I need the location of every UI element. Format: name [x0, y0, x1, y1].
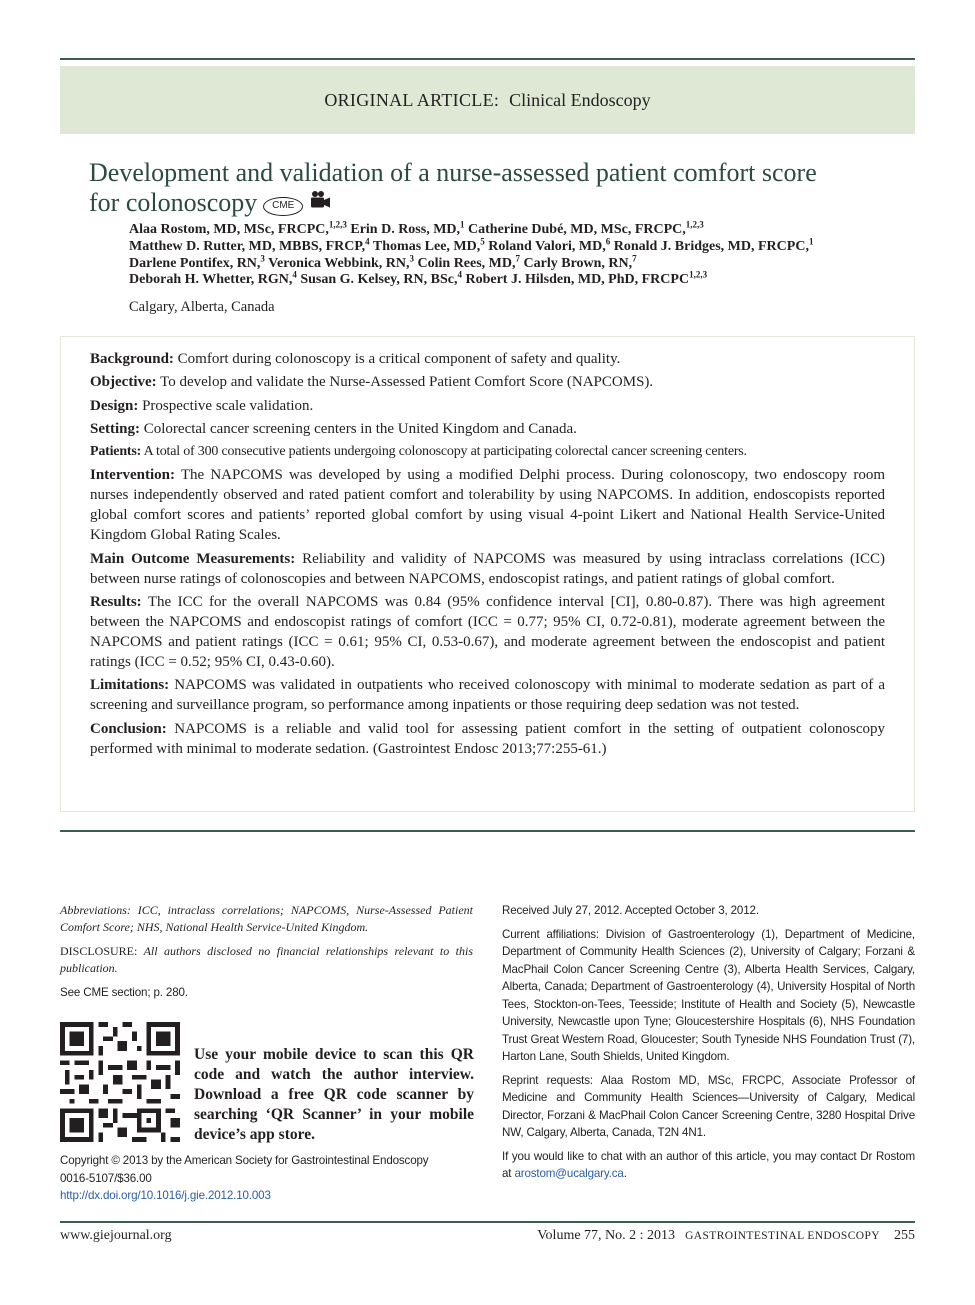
author-12: Deborah H. Whetter, RGN,$^4$ — [129, 269, 297, 288]
author-4: Matthew D. Rutter, MD, MBBS, FRCP,$^4$ — [129, 236, 370, 254]
top-rule — [60, 58, 915, 60]
author-7: Ronald J. Bridges, MD, FRCPC,$^1$ — [613, 236, 814, 254]
reprint-requests: Reprint requests: Alaa Rostom MD, MSc, FRCPC, Associate Professor of Medicine and Community Health Sciences—University of Calgary, Medical Director, Forzani & MacPhail Colon Cancer Screening Centre, 3280 Hospital Drive NW, Calgary, Alberta, Canada, T2N 4N1. — [502, 1073, 915, 1139]
author-13: Susan G. Kelsey, RN, BSc,$^4$ — [300, 269, 462, 288]
abbreviations-note: Abbreviations: ICC, intraclass correlations; NAPCOMS, Nurse-Assessed Patient Comfort Score; NHS, National Health Service-United Kingdom. — [60, 903, 473, 934]
article-title — [89, 158, 915, 217]
author-11: Carly Brown, RN,$^7$ — [523, 252, 637, 271]
subsection-label: Clinical Endoscopy — [509, 89, 651, 110]
qr-instructions: Use your mobile device to scan this QR code and watch the author interview. Download a free QR code scanner by searching ‘QR Scanner’ in your mobile device’s app store. — [194, 1046, 474, 1143]
cme-badge[interactable]: CME — [263, 197, 303, 216]
footer-rule — [60, 1221, 915, 1223]
abstract-main-outcome: Main Outcome Measurements: Reliability and validity of NAPCOMS was measured by using intraclass correlations (ICC) between nurse ratings of colonoscopies and between NAPCOMS, endoscopist ratings, and patient ratings of global comfort. — [90, 550, 885, 587]
abstract-results: Results: The ICC for the overall NAPCOMS was 0.84 (95% confidence interval [CI], 0.80-0.87). There was high agreement between the NAPCOMS and endoscopist ratings of comfort (ICC = 0.77; 95% CI, 0.72-0.81), moderate agreement between the NAPCOMS and patient ratings (ICC = 0.61; 95% CI, 0.53-0.67), and moderate agreement between the endoscopist and patient ratings (ICC = 0.52; 95% CI, 0.43-0.60). — [90, 594, 885, 671]
copyright-block — [60, 1152, 473, 1205]
doi-link[interactable]: http://dx.doi.org/10.1016/j.gie.2012.10.003 — [60, 1189, 271, 1202]
disclosure-note: DISCLOSURE: All authors disclosed no financial relationships relevant to this publication. — [60, 944, 473, 975]
author-location: Calgary, Alberta, Canada — [129, 299, 275, 315]
author-line — [129, 252, 915, 273]
author-line — [129, 219, 915, 239]
abstract-design: Design: Prospective scale validation. — [90, 397, 314, 414]
volume-info: Volume 77, No. 2 : 2013 — [537, 1228, 676, 1243]
abstract-box — [60, 336, 915, 812]
left-footnotes — [60, 902, 473, 1002]
author-14: Robert J. Hilsden, MD, PhD, FRCPC$^{1,2,3}$ — [465, 269, 708, 288]
abstract-patients: Patients: A total of 300 consecutive patients undergoing colonoscopy at participating colorectal cancer screening centers. — [90, 444, 747, 460]
journal-website[interactable]: www.giejournal.org — [60, 1228, 172, 1243]
title-line-2 — [89, 187, 915, 217]
abstract-setting: Setting: Colorectal cancer screening centers in the United Kingdom and Canada. — [90, 420, 577, 437]
author-line — [129, 236, 915, 256]
cme-reference: See CME section; p. 280. — [60, 986, 188, 999]
abstract-background: Background: Comfort during colonoscopy is a critical component of safety and quality. — [90, 351, 621, 367]
received-date: Received July 27, 2012. Accepted October 3, 2012. — [502, 904, 759, 917]
abstract-conclusion: Conclusion: NAPCOMS is a reliable and valid tool for assessing patient comfort in the setting of outpatient colonoscopy performed with minimal to moderate sedation. (Gastrointest Endosc 2013;77:255-61.) — [90, 720, 886, 757]
journal-name: GASTROINTESTINAL ENDOSCOPY — [685, 1230, 880, 1242]
current-affiliations: Current affiliations: Division of Gastroenterology (1), Department of Medicine, Department of Community Health Sciences (2), University of Calgary; Forzani & MacPhail Colon Cancer Screening Centre (3), Alberta Health Services, Calgary, Alberta, Canada; Department of Gastroenterology (4), University Hospital of North Tees, Stockton-on-Tees, Teesside; Institute of Health and Society (5), Newcastle University, Newcastle upon Tyne; Gloucestershire Hospitals (6), NHS Foundation Trust Great Western Road, Gloucester; South Tyneside NHS Foundation Trust (7), Harton Lane, South Shields, United Kingdom. — [502, 927, 915, 1063]
author-8: Darlene Pontifex, RN,$^3$ — [129, 252, 265, 271]
qr-code[interactable] — [60, 1022, 180, 1142]
author-6: Roland Valori, MD,$^6$ — [488, 236, 611, 254]
author-list — [129, 219, 915, 289]
price-line: 0016-5107/$36.00 — [60, 1171, 152, 1185]
chat-contact: If you would like to chat with an author of this article, you may contact Dr Rostom at arostom@ucalgary.ca. — [502, 1149, 915, 1180]
author-3: Catherine Dubé, MD, MSc, FRCPC,$^{1,2,3}$ — [468, 219, 704, 237]
title-line-1: Development and validation of a nurse-assessed patient comfort score — [89, 158, 817, 187]
footer-citation — [537, 1228, 915, 1244]
author-5: Thomas Lee, MD,$^5$ — [372, 236, 485, 254]
author-9: Veronica Webbink, RN,$^3$ — [268, 252, 415, 271]
title-line-2-text: for colonoscopy — [89, 188, 258, 217]
author-line — [129, 269, 915, 289]
copyright-line: Copyright © 2013 by the American Society for Gastrointestinal Endoscopy — [60, 1154, 429, 1167]
author-email-link[interactable]: arostom@ucalgary.ca — [514, 1167, 624, 1180]
abstract-objective: Objective: To develop and validate the Nurse-Assessed Patient Comfort Score (NAPCOMS). — [90, 374, 654, 391]
video-camera-icon[interactable] — [309, 187, 331, 216]
author-10: Colin Rees, MD,$^7$ — [417, 252, 521, 271]
abstract-bottom-rule — [60, 830, 915, 832]
section-banner — [60, 66, 915, 134]
abstract-intervention: Intervention: The NAPCOMS was developed by using a modified Delphi process. During colonoscopy, two endoscopy room nurses independently observed and rated patient comfort and tolerability by using NAPCOMS. In addition, endoscopists reported global comfort scores and patients’ reported global comfort by using visual 4-point Likert and National Health Service-United Kingdom Global Rating Scales. — [90, 467, 885, 544]
page-number: 255 — [894, 1228, 915, 1243]
author-2: Erin D. Ross, MD,$^1$ — [350, 219, 465, 237]
section-label: ORIGINAL ARTICLE: — [324, 89, 500, 110]
author-1: Alaa Rostom, MD, MSc, FRCPC,$^{1,2,3}$ — [129, 219, 347, 237]
right-footnotes — [502, 902, 915, 1183]
abstract-limitations: Limitations: NAPCOMS was validated in outpatients who received colonoscopy with minimal to moderate sedation as part of a screening and surveillance program, so performance among inpatients or those requiring deep sedation was not tested. — [90, 677, 885, 714]
